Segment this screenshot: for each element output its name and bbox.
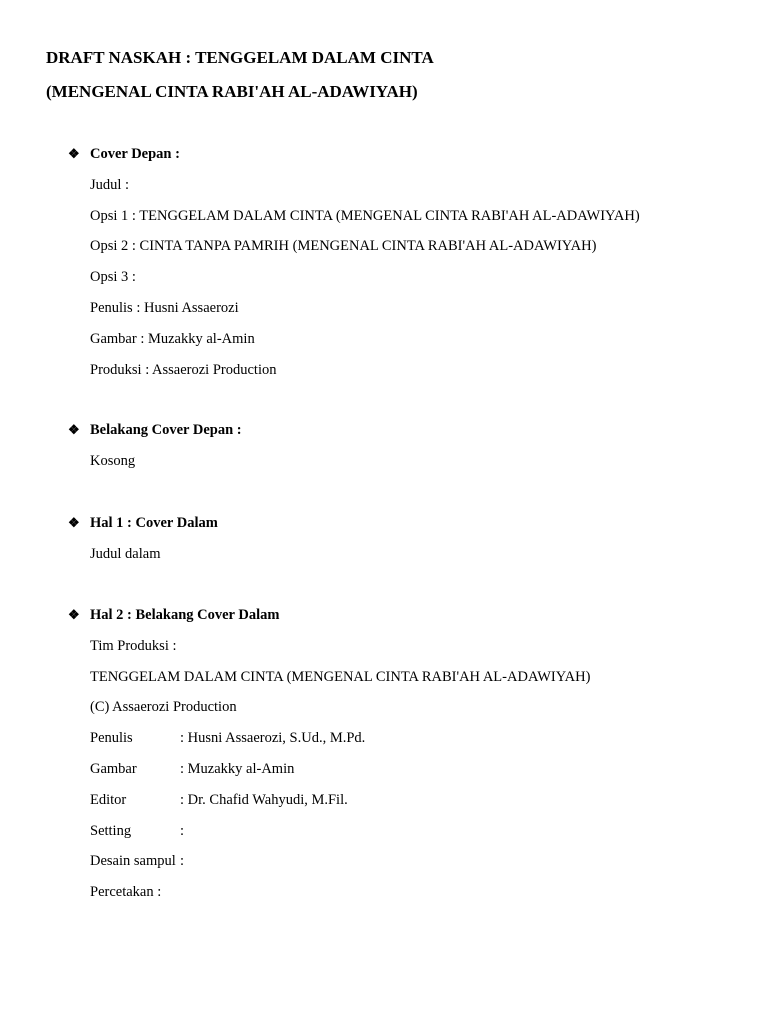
credit-row xyxy=(90,790,748,810)
document-subtitle: (MENGENAL CINTA RABI'AH AL-ADAWIYAH) xyxy=(46,82,418,101)
credit-value: : Dr. Chafid Wahyudi, M.Fil. xyxy=(180,791,348,808)
heading-text: Cover Depan : xyxy=(90,145,180,162)
book-title-line: TENGGELAM DALAM CINTA (MENGENAL CINTA RABI'AH AL-ADAWIYAH) xyxy=(90,668,591,685)
section-hal-2 xyxy=(68,605,748,902)
section-heading xyxy=(68,420,748,440)
section-heading xyxy=(68,605,748,625)
heading-text: Hal 1 : Cover Dalam xyxy=(90,514,218,531)
credit-row xyxy=(90,821,748,841)
credit-key: Setting xyxy=(90,822,132,839)
credit-key: Desain sampul xyxy=(90,853,176,870)
section-heading xyxy=(68,144,748,164)
diamond-bullet-icon: ❖ xyxy=(68,607,80,622)
credit-value: : xyxy=(180,822,185,839)
section-text: Judul dalam xyxy=(90,545,161,562)
team-label: Tim Produksi : xyxy=(90,637,177,654)
heading-text: Hal 2 : Belakang Cover Dalam xyxy=(90,606,280,623)
document-title: DRAFT NASKAH : TENGGELAM DALAM CINTA xyxy=(46,48,434,67)
credit-row xyxy=(90,851,748,871)
credit-key: Gambar xyxy=(90,760,137,777)
credit-value: : Muzakky al-Amin xyxy=(180,760,295,777)
section-belakang-cover-depan xyxy=(68,420,748,471)
copyright-line: (C) Assaerozi Production xyxy=(90,699,237,716)
section-heading xyxy=(68,513,748,533)
credit-row xyxy=(90,759,748,779)
section-text: Kosong xyxy=(90,452,136,469)
title-option-3: Opsi 3 : xyxy=(90,269,136,286)
title-option-1: Opsi 1 : TENGGELAM DALAM CINTA (MENGENAL CINTA RABI'AH AL-ADAWIYAH) xyxy=(90,207,640,224)
credit-value: : Husni Assaerozi, S.Ud., M.Pd. xyxy=(180,730,366,747)
diamond-bullet-icon: ❖ xyxy=(68,515,80,530)
heading-text: Belakang Cover Depan : xyxy=(90,421,242,438)
printing-label: Percetakan : xyxy=(90,884,162,901)
diamond-bullet-icon: ❖ xyxy=(68,422,80,437)
judul-label: Judul : xyxy=(90,176,130,193)
illustrator-line: Gambar : Muzakky al-Amin xyxy=(90,330,255,347)
credit-row xyxy=(90,728,748,748)
section-cover-depan xyxy=(68,144,748,380)
production-line: Produksi : Assaerozi Production xyxy=(90,361,277,378)
section-hal-1 xyxy=(68,513,748,564)
credit-key: Editor xyxy=(90,791,127,808)
credit-key: Penulis xyxy=(90,730,133,747)
credit-value: : xyxy=(180,853,185,870)
diamond-bullet-icon: ❖ xyxy=(68,146,80,161)
title-option-2: Opsi 2 : CINTA TANPA PAMRIH (MENGENAL CINTA RABI'AH AL-ADAWIYAH) xyxy=(90,238,597,255)
author-line: Penulis : Husni Assaerozi xyxy=(90,299,239,316)
